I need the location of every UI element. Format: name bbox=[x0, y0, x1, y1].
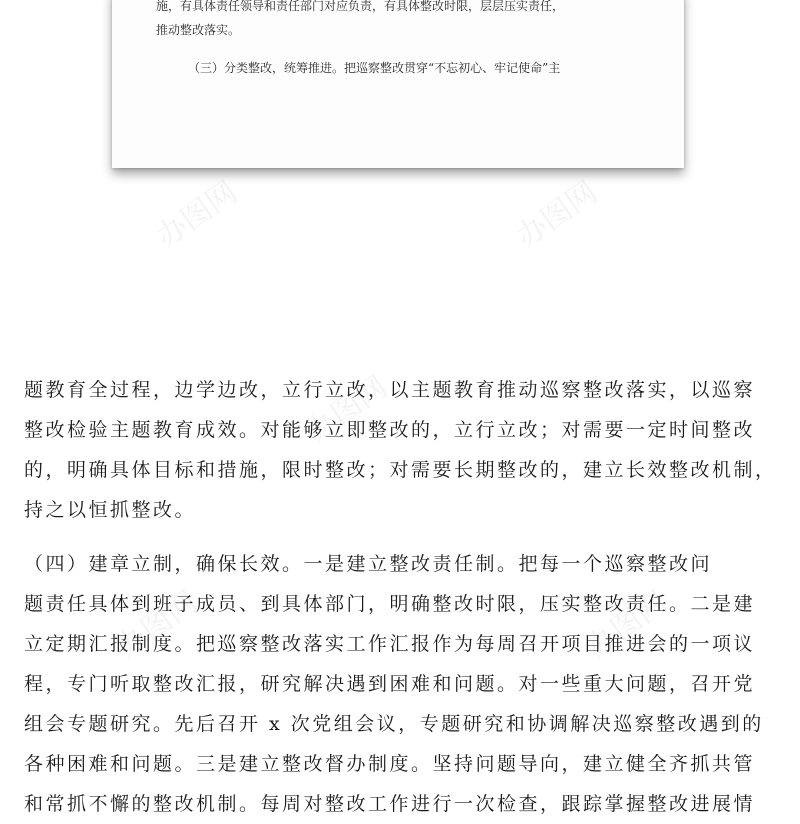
preview-line-3: （三）分类整改，统筹推进。把巡察整改贯穿“不忘初心、牢记使命”主 bbox=[188, 61, 561, 75]
watermark-logo: 办图网 bbox=[150, 174, 244, 256]
paragraph-line: 各种困难和问题。三是建立整改督办制度。坚持问题导向，建立健全齐抓共管 bbox=[24, 753, 756, 775]
paragraph-line: 立定期汇报制度。把巡察整改落实工作汇报作为每周召开项目推进会的一项议 bbox=[24, 633, 756, 655]
paragraph-line: 的，明确具体目标和措施，限时整改；对需要长期整改的，建立长效整改机制， bbox=[24, 459, 777, 481]
watermark-logo: 办图网 bbox=[110, 584, 204, 666]
paragraph-line: 整改检验主题教育成效。对能够立即整改的，立行立改；对需要一定时间整改 bbox=[24, 419, 756, 441]
watermark-logo: 办图网 bbox=[510, 174, 604, 256]
paragraph-line: 组会专题研究。先后召开 x 次党组会议，专题研究和协调解决巡察整改遇到的 bbox=[24, 713, 764, 735]
watermark-logo: 办图网 bbox=[300, 369, 394, 451]
watermark-logo: 办图网 bbox=[580, 584, 674, 666]
preview-line-1: 施，有具体责任领导和责任部门对应负责，有具体整改时限，层层压实责任， bbox=[156, 0, 565, 13]
paragraph-line: 题教育全过程，边学边改，立行立改，以主题教育推动巡察整改落实，以巡察 bbox=[24, 379, 756, 401]
paragraph-line: 题责任具体到班子成员、到具体部门，明确整改时限，压实整改责任。二是建 bbox=[24, 593, 756, 615]
preview-line-2: 推动整改落实。 bbox=[156, 23, 241, 37]
paragraph-line: 程，专门听取整改汇报，研究解决遇到困难和问题。对一些重大问题，召开党 bbox=[24, 673, 756, 695]
paragraph-line: 和常抓不懈的整改机制。每周对整改工作进行一次检查，跟踪掌握整改进展情 bbox=[24, 793, 756, 815]
page-preview-card bbox=[112, 0, 684, 168]
paragraph-line: 持之以恒抓整改。 bbox=[24, 499, 197, 521]
paragraph-line: （四）建章立制，确保长效。一是建立整改责任制。把每一个巡察整改问 bbox=[24, 553, 713, 575]
